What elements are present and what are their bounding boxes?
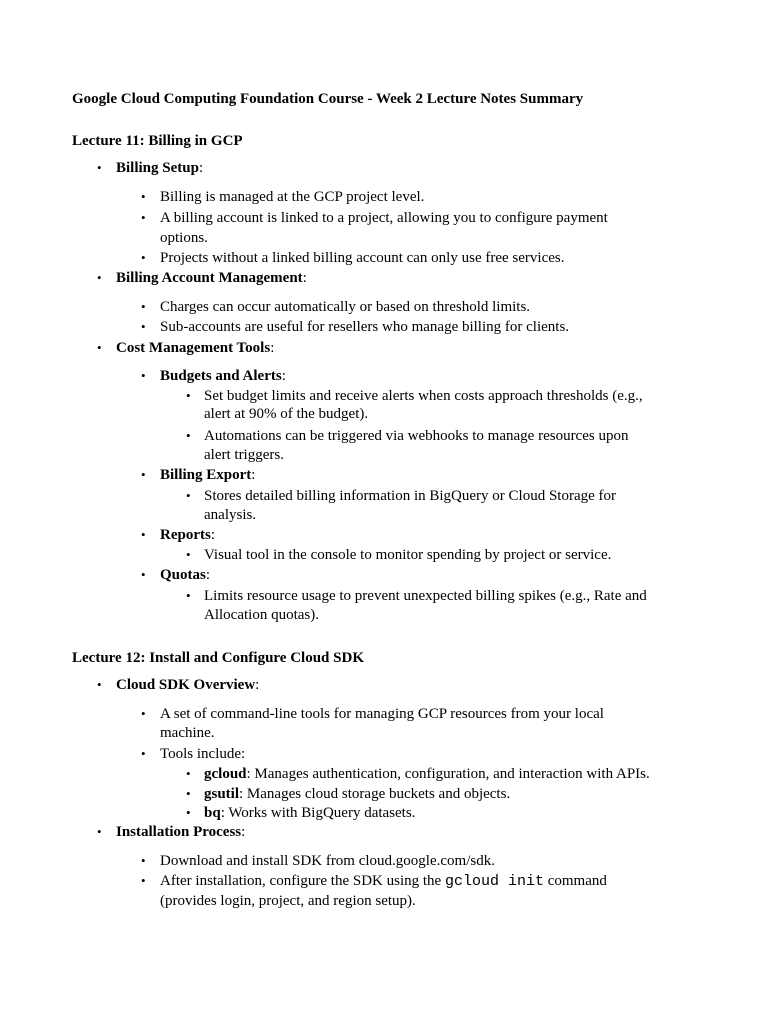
bullet-icon: • [141, 567, 146, 582]
list-item-continuation: options. [160, 230, 208, 246]
list-item: Automations can be triggered via webhooks to manage resources upon [204, 428, 629, 444]
quotas-label: Quotas [160, 567, 206, 583]
bullet-icon: • [141, 299, 146, 314]
billing-export-item: Billing Export: [160, 467, 256, 483]
billing-account-management-label: Billing Account Management [116, 270, 303, 286]
billing-setup-label: Billing Setup [116, 160, 199, 176]
list-item-continuation: machine. [160, 725, 215, 741]
bullet-icon: • [141, 527, 146, 542]
bullet-icon: • [186, 588, 191, 603]
tool-item-gsutil [204, 785, 510, 803]
bullet-icon: • [141, 368, 146, 383]
bullet-icon: • [97, 270, 102, 285]
billing-export-label: Billing Export [160, 467, 252, 483]
list-item: Billing is managed at the GCP project level. [160, 189, 425, 205]
list-item: Stores detailed billing information in BigQuery or Cloud Storage for [204, 488, 617, 504]
lecture-12-heading: Lecture 12: Install and Configure Cloud SDK [72, 650, 364, 666]
list-item: Charges can occur automatically or based on threshold limits. [160, 299, 531, 315]
bullet-icon: • [141, 706, 146, 721]
budgets-and-alerts-item: Budgets and Alerts: [160, 368, 286, 384]
tool-description: : Manages cloud storage buckets and objects. [239, 786, 511, 802]
list-item-continuation: Allocation quotas). [204, 607, 319, 623]
bullet-icon: • [186, 766, 191, 781]
bullet-icon: • [97, 160, 102, 175]
list-item-continuation: alert triggers. [204, 447, 284, 463]
quotas-item: Quotas: [160, 567, 211, 583]
list-item: A billing account is linked to a project, allowing you to configure payment [160, 210, 608, 226]
bullet-icon: • [141, 319, 146, 334]
lecture-11-heading: Lecture 11: Billing in GCP [72, 133, 243, 149]
cost-management-tools-label: Cost Management Tools [116, 340, 271, 356]
budgets-and-alerts-label: Budgets and Alerts [160, 368, 282, 384]
bullet-icon: • [141, 250, 146, 265]
tool-item-gcloud [204, 765, 650, 783]
list-item-continuation: alert at 90% of the budget). [204, 406, 369, 422]
cost-management-tools-item: Cost Management Tools: [116, 340, 275, 356]
bullet-icon: • [186, 547, 191, 562]
command-code: gcloud init [444, 873, 544, 890]
billing-account-management-item: Billing Account Management: [116, 270, 307, 286]
installation-process-item: Installation Process: [116, 824, 246, 840]
list-item-text: command [543, 873, 607, 889]
bullet-icon: • [141, 467, 146, 482]
document-title: Google Cloud Computing Foundation Course - Week 2 Lecture Notes Summary [72, 91, 584, 107]
bullet-icon: • [141, 873, 146, 888]
tool-name: bq [204, 805, 221, 821]
list-item: A set of command-line tools for managing GCP resources from your local [160, 706, 604, 722]
bullet-icon: • [186, 428, 191, 443]
tool-name: gcloud [204, 766, 247, 782]
list-item: Sub-accounts are useful for resellers who manage billing for clients. [160, 319, 570, 335]
list-item-text: After installation, configure the SDK using the [160, 873, 445, 889]
billing-setup-item: Billing Setup: [116, 160, 204, 176]
reports-label: Reports [160, 527, 211, 543]
cloud-sdk-overview-label: Cloud SDK Overview [116, 677, 256, 693]
bullet-icon: • [186, 786, 191, 801]
list-item-continuation: (provides login, project, and region setup). [160, 893, 416, 909]
list-item: Visual tool in the console to monitor spending by project or service. [204, 547, 612, 563]
bullet-icon: • [97, 677, 102, 692]
list-item: Projects without a linked billing account can only use free services. [160, 250, 565, 266]
bullet-icon: • [186, 488, 191, 503]
list-item: Limits resource usage to prevent unexpected billing spikes (e.g., Rate and [204, 588, 647, 604]
installation-process-label: Installation Process [116, 824, 242, 840]
list-item [160, 872, 607, 891]
bullet-icon: • [141, 210, 146, 225]
list-item: Download and install SDK from cloud.google.com/sdk. [160, 853, 495, 869]
bullet-icon: • [141, 853, 146, 868]
tool-name: gsutil [204, 786, 240, 802]
list-item: Tools include: [160, 746, 246, 762]
bullet-icon: • [186, 388, 191, 403]
tool-description: : Works with BigQuery datasets. [220, 805, 416, 821]
bullet-icon: • [141, 189, 146, 204]
bullet-icon: • [141, 746, 146, 761]
reports-item: Reports: [160, 527, 215, 543]
list-item-continuation: analysis. [204, 507, 257, 523]
list-item: Set budget limits and receive alerts when costs approach thresholds (e.g., [204, 388, 643, 404]
bullet-icon: • [97, 824, 102, 839]
bullet-icon: • [186, 805, 191, 820]
tool-item-bq [204, 804, 415, 822]
cloud-sdk-overview-item: Cloud SDK Overview: [116, 677, 260, 693]
bullet-icon: • [97, 340, 102, 355]
tool-description: : Manages authentication, configuration, and interaction with APIs. [246, 766, 650, 782]
